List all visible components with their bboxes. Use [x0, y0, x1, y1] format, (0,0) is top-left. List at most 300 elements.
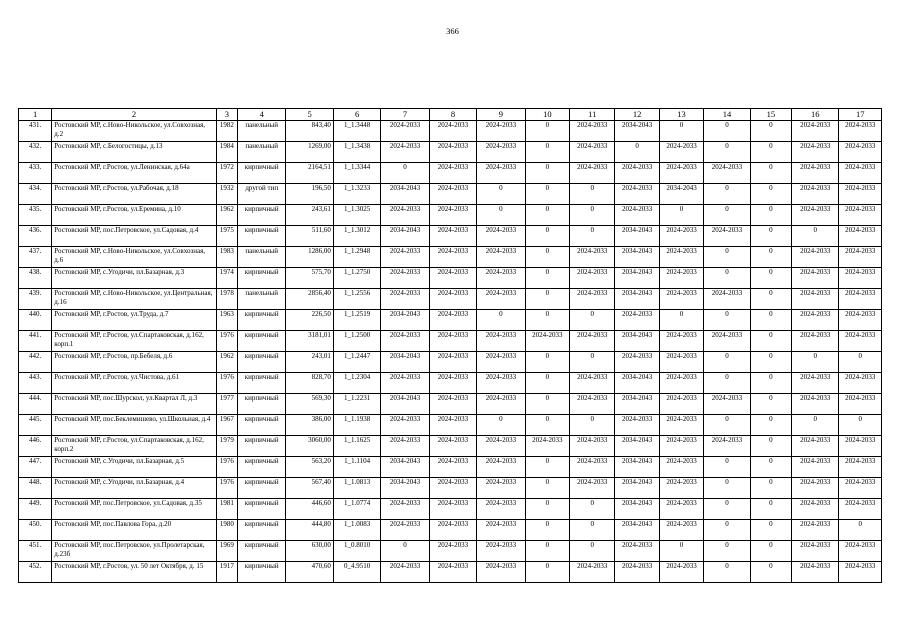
table-cell: 196,50 — [286, 184, 333, 205]
table-cell: 0 — [381, 163, 429, 184]
table-cell: 0 — [704, 562, 750, 583]
table-cell: 2024-2033 — [839, 268, 882, 289]
table-cell: 0 — [525, 394, 569, 415]
table-cell: 2034-2043 — [615, 247, 659, 268]
table-cell: 0 — [750, 226, 791, 247]
table-cell: 2024-2033 — [792, 394, 839, 415]
table-cell: Ростовский МР, г.Ростов, ул.Труда, д.7 — [52, 310, 217, 331]
table-cell: 0 — [477, 184, 525, 205]
table-cell: 2024-2033 — [525, 331, 569, 352]
table-cell: 2024-2033 — [477, 289, 525, 310]
table-cell: 2024-2033 — [659, 352, 703, 373]
column-header: 5 — [286, 109, 333, 121]
table-cell: 2024-2033 — [839, 457, 882, 478]
table-cell: 1981 — [216, 499, 237, 520]
table-cell: Ростовский МР, г.Ростов, пр.Бебеля, д.6 — [52, 352, 217, 373]
table-cell: 0 — [704, 499, 750, 520]
table-cell: 2024-2033 — [659, 331, 703, 352]
table-cell: 448. — [19, 478, 52, 499]
table-cell: 1984 — [216, 142, 237, 163]
table-cell: 0 — [525, 373, 569, 394]
table-cell: 446. — [19, 436, 52, 457]
table-row — [19, 478, 882, 499]
table-cell: 2024-2033 — [792, 331, 839, 352]
table-cell: 2024-2033 — [570, 289, 615, 310]
table-cell: 0 — [839, 415, 882, 436]
table-row — [19, 373, 882, 394]
table-cell: 2034-2043 — [615, 289, 659, 310]
table-cell: 0 — [750, 163, 791, 184]
column-header: 8 — [429, 109, 476, 121]
table-cell: 2024-2033 — [615, 163, 659, 184]
table-cell: 2024-2033 — [659, 268, 703, 289]
table-cell: 450. — [19, 520, 52, 541]
table-cell: 0 — [570, 415, 615, 436]
housing-registry-table — [18, 108, 882, 583]
table-cell: 2024-2033 — [381, 415, 429, 436]
table-cell: 0 — [839, 352, 882, 373]
table-cell: 0 — [750, 121, 791, 142]
table-cell: 2024-2033 — [477, 163, 525, 184]
table-cell: 1_1.3438 — [333, 142, 380, 163]
table-cell: 2024-2033 — [477, 394, 525, 415]
table-cell: кирпичный — [238, 226, 286, 247]
table-cell: 2024-2033 — [429, 394, 476, 415]
table-cell: 0 — [525, 562, 569, 583]
table-cell: 2024-2033 — [704, 226, 750, 247]
table-cell: 2024-2033 — [615, 541, 659, 562]
table-cell: 2024-2033 — [792, 163, 839, 184]
table-cell: панельный — [238, 142, 286, 163]
table-cell: 2024-2033 — [792, 184, 839, 205]
table-cell: 2034-2043 — [381, 184, 429, 205]
table-cell: 2024-2033 — [839, 562, 882, 583]
table-cell: 0 — [750, 436, 791, 457]
table-cell: 843,40 — [286, 121, 333, 142]
table-cell: 3060,00 — [286, 436, 333, 457]
table-cell: 0 — [704, 373, 750, 394]
table-cell: 0 — [750, 499, 791, 520]
table-cell: 0 — [839, 520, 882, 541]
table-cell: 2024-2033 — [659, 394, 703, 415]
table-cell: 0 — [525, 247, 569, 268]
table-cell: 1_1.0813 — [333, 478, 380, 499]
table-cell: 1_1.3233 — [333, 184, 380, 205]
table-cell: Ростовский МР, с.Угодичи, пл.Базарная, д.5 — [52, 457, 217, 478]
table-cell: 1932 — [216, 184, 237, 205]
table-cell: 0 — [525, 310, 569, 331]
table-cell: 2024-2033 — [659, 478, 703, 499]
table-cell: 2024-2033 — [429, 163, 476, 184]
table-row — [19, 352, 882, 373]
table-cell: 0 — [525, 121, 569, 142]
table-cell: 0 — [704, 205, 750, 226]
table-row — [19, 142, 882, 163]
table-cell: 0 — [525, 184, 569, 205]
table-row — [19, 205, 882, 226]
table-cell: 2024-2033 — [477, 142, 525, 163]
table-row — [19, 457, 882, 478]
table-cell: 243,61 — [286, 205, 333, 226]
table-cell: 0 — [525, 289, 569, 310]
table-cell: 1_1.3344 — [333, 163, 380, 184]
table-cell: 2024-2033 — [477, 121, 525, 142]
table-cell: кирпичный — [238, 457, 286, 478]
table-cell: 2024-2033 — [659, 562, 703, 583]
table-cell: 630,00 — [286, 541, 333, 562]
table-cell: 0 — [525, 352, 569, 373]
table-cell: 2024-2033 — [525, 436, 569, 457]
table-cell: 0 — [750, 562, 791, 583]
table-cell: 1_1.3448 — [333, 121, 380, 142]
table-cell: 1_1.0083 — [333, 520, 380, 541]
table-cell: 2024-2033 — [477, 520, 525, 541]
table-cell: 2024-2033 — [839, 436, 882, 457]
table-cell: 2024-2033 — [381, 562, 429, 583]
table-cell: Ростовский МР, с.Угодичи, пл.Базарная, д.4 — [52, 478, 217, 499]
table-cell: 2024-2033 — [792, 478, 839, 499]
table-cell: 2024-2033 — [570, 562, 615, 583]
table-row — [19, 562, 882, 583]
table-cell: Ростовский МР, г.Ростов, ул.Ленинская, д.64а — [52, 163, 217, 184]
table-cell: 2024-2033 — [429, 499, 476, 520]
table-cell: 0 — [659, 205, 703, 226]
table-cell: 2024-2033 — [429, 457, 476, 478]
table-cell: 2024-2033 — [792, 520, 839, 541]
table-cell: 2024-2033 — [570, 163, 615, 184]
table-cell: 0 — [525, 205, 569, 226]
table-cell: 2024-2033 — [570, 436, 615, 457]
table-cell: 2024-2033 — [381, 520, 429, 541]
table-row — [19, 520, 882, 541]
table-cell: 2024-2033 — [381, 121, 429, 142]
table-cell: 2024-2033 — [615, 352, 659, 373]
table-cell: Ростовский МР, пос.Петровское, ул.Садовая, д.4 — [52, 226, 217, 247]
table-cell: 1979 — [216, 436, 237, 457]
table-cell: 434. — [19, 184, 52, 205]
table-cell: 2024-2033 — [792, 121, 839, 142]
table-cell: 1962 — [216, 352, 237, 373]
table-cell: 2024-2033 — [659, 289, 703, 310]
table-cell: 0 — [750, 142, 791, 163]
table-cell: 1_1.2231 — [333, 394, 380, 415]
table-cell: 452. — [19, 562, 52, 583]
table-cell: 2024-2033 — [477, 562, 525, 583]
table-cell: 2024-2033 — [570, 373, 615, 394]
table-cell: 442. — [19, 352, 52, 373]
table-row — [19, 121, 882, 142]
table-cell: 2024-2033 — [429, 184, 476, 205]
table-cell: 2034-2043 — [615, 478, 659, 499]
column-header: 13 — [659, 109, 703, 121]
table-cell: кирпичный — [238, 373, 286, 394]
table-cell: 1_1.2447 — [333, 352, 380, 373]
table-cell: кирпичный — [238, 415, 286, 436]
table-row — [19, 499, 882, 520]
table-cell: 0 — [704, 478, 750, 499]
table-cell: 2024-2033 — [477, 331, 525, 352]
table-cell: 2024-2033 — [429, 226, 476, 247]
table-cell: кирпичный — [238, 163, 286, 184]
table-cell: 2024-2033 — [429, 247, 476, 268]
table-cell: 0 — [525, 520, 569, 541]
table-cell: 2024-2033 — [659, 142, 703, 163]
table-cell: 0_4.9510 — [333, 562, 380, 583]
table-cell: 2024-2033 — [570, 121, 615, 142]
table-row — [19, 541, 882, 562]
table-cell: 2034-2043 — [381, 352, 429, 373]
table-cell: 2024-2033 — [839, 121, 882, 142]
table-cell: кирпичный — [238, 436, 286, 457]
table-cell: 1_0.8010 — [333, 541, 380, 562]
table-cell: 0 — [525, 499, 569, 520]
table-cell: 437. — [19, 247, 52, 268]
table-cell: 0 — [525, 457, 569, 478]
table-cell: Ростовский МР, с.Белогостицы, д.13 — [52, 142, 217, 163]
table-cell: 0 — [659, 310, 703, 331]
table-cell: 2024-2033 — [792, 310, 839, 331]
table-cell: 0 — [750, 373, 791, 394]
table-cell: 2034-2043 — [381, 478, 429, 499]
table-cell: 2024-2033 — [839, 142, 882, 163]
table-cell: 2024-2033 — [615, 205, 659, 226]
table-cell: 567,40 — [286, 478, 333, 499]
table-cell: 0 — [792, 415, 839, 436]
table-cell: 0 — [570, 205, 615, 226]
table-row — [19, 247, 882, 268]
table-cell: Ростовский МР, пос.Павлова Гора, д.20 — [52, 520, 217, 541]
table-cell: кирпичный — [238, 541, 286, 562]
table-cell: 2034-2043 — [615, 520, 659, 541]
table-cell: 0 — [525, 163, 569, 184]
table-cell: 449. — [19, 499, 52, 520]
table-cell: 243,01 — [286, 352, 333, 373]
table-cell: 2034-2043 — [659, 184, 703, 205]
table-cell: 1_1.2948 — [333, 247, 380, 268]
table-cell: 1_1.1104 — [333, 457, 380, 478]
column-header: 14 — [704, 109, 750, 121]
table-cell: 2024-2033 — [659, 415, 703, 436]
table-cell: 2024-2033 — [381, 205, 429, 226]
table-cell: 2024-2033 — [659, 436, 703, 457]
table-cell: 2024-2033 — [659, 499, 703, 520]
column-header: 6 — [333, 109, 380, 121]
table-cell: кирпичный — [238, 394, 286, 415]
table-cell: 2024-2033 — [839, 331, 882, 352]
column-header: 12 — [615, 109, 659, 121]
table-cell: 432. — [19, 142, 52, 163]
table-cell: 0 — [570, 541, 615, 562]
table-row — [19, 331, 882, 352]
table-row — [19, 436, 882, 457]
table-cell: 2024-2033 — [792, 289, 839, 310]
table-cell: 569,30 — [286, 394, 333, 415]
table-cell: 2034-2043 — [381, 226, 429, 247]
table-cell: 2024-2033 — [659, 520, 703, 541]
table-cell: 2024-2033 — [429, 142, 476, 163]
table-cell: 0 — [750, 184, 791, 205]
table-cell: 431. — [19, 121, 52, 142]
table-cell: 451. — [19, 541, 52, 562]
column-header: 7 — [381, 109, 429, 121]
table-header-row — [19, 109, 882, 121]
table-cell: 1269,00 — [286, 142, 333, 163]
table-cell: 2024-2033 — [704, 331, 750, 352]
table-cell: 2024-2033 — [839, 394, 882, 415]
table-cell: 0 — [704, 268, 750, 289]
table-cell: 2034-2043 — [615, 457, 659, 478]
table-cell: 2034-2043 — [615, 331, 659, 352]
table-cell: 2024-2033 — [381, 373, 429, 394]
table-cell: 433. — [19, 163, 52, 184]
table-cell: 386,00 — [286, 415, 333, 436]
table-cell: 2024-2033 — [659, 457, 703, 478]
table-cell: 2024-2033 — [839, 226, 882, 247]
table-cell: 2024-2033 — [570, 478, 615, 499]
table-cell: кирпичный — [238, 478, 286, 499]
table-cell: 1_1.2500 — [333, 331, 380, 352]
table-cell: 2024-2033 — [570, 457, 615, 478]
table-cell: 2856,40 — [286, 289, 333, 310]
table-cell: Ростовский МР, г.Ростов, ул.Спартаковская, д.162, корп.1 — [52, 331, 217, 352]
table-cell: 1_1.3012 — [333, 226, 380, 247]
table-row — [19, 394, 882, 415]
table-cell: 1_1.3025 — [333, 205, 380, 226]
table-cell: 2024-2033 — [477, 541, 525, 562]
table-cell: 2024-2033 — [429, 205, 476, 226]
table-cell: 0 — [570, 499, 615, 520]
table-cell: 444,80 — [286, 520, 333, 541]
table-cell: 0 — [704, 142, 750, 163]
table-cell: 1983 — [216, 247, 237, 268]
table-cell: 0 — [750, 457, 791, 478]
table-cell: 2024-2033 — [477, 457, 525, 478]
table-cell: 1_1.2304 — [333, 373, 380, 394]
table-cell: 2024-2033 — [839, 310, 882, 331]
table-cell: 2024-2033 — [381, 289, 429, 310]
table-cell: 2024-2033 — [429, 562, 476, 583]
table-cell: 2024-2033 — [839, 163, 882, 184]
column-header: 16 — [792, 109, 839, 121]
table-cell: 2024-2033 — [381, 268, 429, 289]
table-cell: 2024-2033 — [704, 394, 750, 415]
table-cell: 2024-2033 — [429, 373, 476, 394]
table-cell: Ростовский МР, пос.Шурскол, ул.Квартал Л, д.3 — [52, 394, 217, 415]
table-cell: 2024-2033 — [570, 142, 615, 163]
table-cell: кирпичный — [238, 268, 286, 289]
table-cell: 2024-2033 — [570, 247, 615, 268]
table-cell: 2024-2033 — [381, 436, 429, 457]
table-cell: 0 — [792, 352, 839, 373]
table-cell: 0 — [704, 310, 750, 331]
table-cell: 0 — [477, 205, 525, 226]
table-row — [19, 226, 882, 247]
table-cell: Ростовский МР, пос.Беклемишево, ул.Школьная, д.4 — [52, 415, 217, 436]
table-cell: 2024-2033 — [429, 268, 476, 289]
table-cell: 0 — [750, 205, 791, 226]
table-cell: 447. — [19, 457, 52, 478]
column-header: 9 — [477, 109, 525, 121]
table-cell: 1_1.2519 — [333, 310, 380, 331]
table-cell: 438. — [19, 268, 52, 289]
table-cell: 2034-2043 — [381, 394, 429, 415]
table-cell: Ростовский МР, г.Ростов, ул.Еремина, д.10 — [52, 205, 217, 226]
table-cell: 0 — [615, 142, 659, 163]
table-cell: 2024-2033 — [477, 247, 525, 268]
column-header: 10 — [525, 109, 569, 121]
table-cell: 0 — [750, 289, 791, 310]
table-cell: 470,60 — [286, 562, 333, 583]
table-cell: Ростовский МР, г.Ростов, ул.Рабочая, д.18 — [52, 184, 217, 205]
table-cell: кирпичный — [238, 352, 286, 373]
table-cell: 1_1.1938 — [333, 415, 380, 436]
table-cell: 0 — [525, 541, 569, 562]
table-cell: 1976 — [216, 478, 237, 499]
table-cell: кирпичный — [238, 331, 286, 352]
table-cell: 511,60 — [286, 226, 333, 247]
table-cell: 444. — [19, 394, 52, 415]
table-cell: 1978 — [216, 289, 237, 310]
table-cell: 0 — [750, 394, 791, 415]
table-cell: кирпичный — [238, 310, 286, 331]
table-cell: 445. — [19, 415, 52, 436]
table-cell: 2024-2033 — [792, 499, 839, 520]
table-cell: 2024-2033 — [429, 541, 476, 562]
table-cell: 2024-2033 — [615, 562, 659, 583]
table-cell: 2024-2033 — [429, 436, 476, 457]
table-cell: 1_1.1625 — [333, 436, 380, 457]
table-cell: 2024-2033 — [477, 352, 525, 373]
table-cell: 0 — [750, 331, 791, 352]
table-cell: 2024-2033 — [477, 226, 525, 247]
table-cell: 2024-2033 — [704, 436, 750, 457]
column-header: 2 — [52, 109, 217, 121]
table-cell: 0 — [704, 121, 750, 142]
table-cell: 2024-2033 — [839, 289, 882, 310]
table-cell: 2024-2033 — [792, 457, 839, 478]
table-cell: 1917 — [216, 562, 237, 583]
table-cell: другой тип — [238, 184, 286, 205]
table-cell: 440. — [19, 310, 52, 331]
table-cell: 2024-2033 — [429, 289, 476, 310]
table-cell: 2024-2033 — [615, 310, 659, 331]
table-cell: 1_1.2750 — [333, 268, 380, 289]
table-cell: 2034-2043 — [615, 499, 659, 520]
table-cell: кирпичный — [238, 520, 286, 541]
table-cell: Ростовский МР, с.Ново-Никольское, ул.Совхозная, д.2 — [52, 121, 217, 142]
table-cell: 0 — [659, 121, 703, 142]
table-cell: 2024-2033 — [381, 142, 429, 163]
table-cell: кирпичный — [238, 205, 286, 226]
table-cell: 1_1.0774 — [333, 499, 380, 520]
table-cell: 2034-2043 — [381, 457, 429, 478]
table-cell: 1982 — [216, 121, 237, 142]
table-cell: 2024-2033 — [659, 226, 703, 247]
table-cell: 0 — [477, 310, 525, 331]
table-cell: 435. — [19, 205, 52, 226]
table-cell: 0 — [525, 478, 569, 499]
table-cell: 0 — [792, 226, 839, 247]
table-cell: 2024-2033 — [839, 499, 882, 520]
table-cell: кирпичный — [238, 499, 286, 520]
table-cell: 0 — [750, 247, 791, 268]
table-cell: 2024-2033 — [477, 268, 525, 289]
table-cell: 2024-2033 — [381, 331, 429, 352]
table-cell: 2034-2043 — [381, 310, 429, 331]
table-cell: 2024-2033 — [429, 478, 476, 499]
table-cell: 2034-2043 — [615, 436, 659, 457]
table-row — [19, 289, 882, 310]
